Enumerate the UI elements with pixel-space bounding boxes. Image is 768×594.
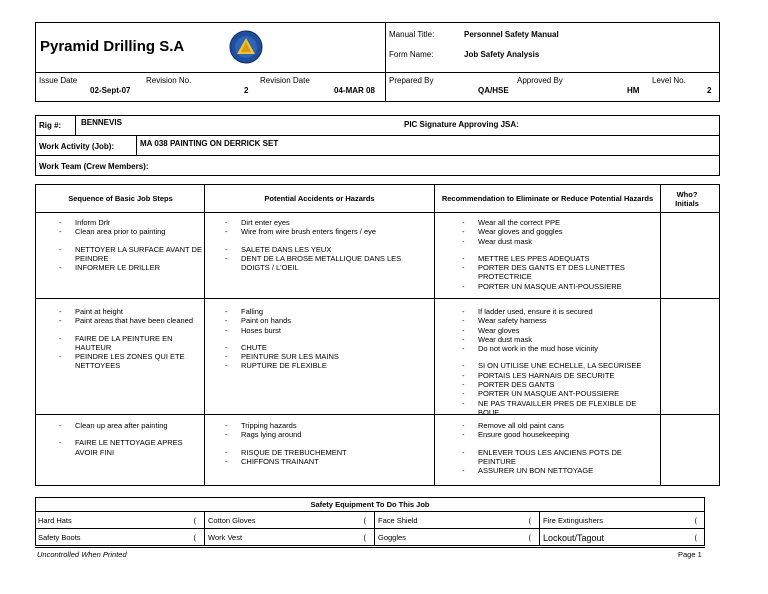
list-item: - Rags lying around [223, 430, 423, 439]
row1-hazards [223, 218, 423, 272]
recommendation-header: Recommendation to Eliminate or Reduce Potential Hazards [441, 194, 654, 203]
equipment-goggles [375, 529, 540, 546]
list-item: - Wear safety harness [460, 316, 655, 325]
revision-date-value: 04-MAR 08 [334, 86, 375, 95]
table-header-divider [35, 212, 720, 213]
list-item: - RISQUE DE TREBUCHEMENT [223, 448, 423, 457]
row-divider-1 [35, 298, 720, 299]
row1-steps [57, 218, 202, 272]
footer-rule [35, 547, 705, 548]
prepared-by-label: Prepared By [389, 76, 434, 85]
list-item: - Tripping hazards [223, 421, 423, 430]
safety-equipment-title: Safety Equipment To Do This Job [310, 500, 430, 509]
checkbox-mark[interactable]: ( [193, 533, 196, 542]
steps-header: Sequence of Basic Job Steps [68, 194, 173, 203]
equipment-work-vest [205, 529, 375, 546]
list-item: - INFORMER LE DRILLER [57, 263, 202, 272]
list-item: - Do not work in the mud hose vicinity [460, 344, 655, 353]
approved-by-label: Approved By [517, 76, 563, 85]
equipment-label: Work Vest [208, 533, 243, 542]
hazards-header: Potential Accidents or Hazards [264, 194, 375, 203]
approved-by-value: HM [627, 86, 640, 95]
list-item: - PORTER DES GANTS [460, 380, 655, 389]
manual-title-label: Manual Title: [389, 30, 435, 39]
equipment-lockout-tagout [540, 529, 705, 546]
checkbox-mark[interactable]: ( [363, 533, 366, 542]
list-item: - CHIFFONS TRAINANT [223, 457, 423, 466]
equipment-safety-boots [35, 529, 205, 546]
list-item: - PEINDRE LES ZONES QUI ETE NETTOYEES [57, 352, 197, 371]
level-no-label: Level No. [652, 76, 686, 85]
list-item: - Remove all old paint cans [460, 421, 655, 430]
work-team-label: Work Team (Crew Members): [39, 162, 149, 171]
list-item: - FAIRE DE LA PEINTURE EN HAUTEUR [57, 334, 197, 353]
col-divider-3 [660, 184, 661, 486]
list-item: - PEINTURE SUR LES MAINS [223, 352, 423, 361]
work-activity-value: MA 038 PAINTING ON DERRICK SET [140, 139, 279, 148]
checkbox-mark[interactable]: ( [694, 533, 697, 542]
rig-value: BENNEVIS [81, 118, 122, 127]
form-name-label: Form Name: [389, 50, 434, 59]
equipment-label: Safety Boots [38, 533, 81, 542]
equipment-label: Fire Extinguishers [543, 516, 604, 525]
equipment-label: Lockout/Tagout [543, 532, 605, 543]
footer-uncontrolled: Uncontrolled When Printed [37, 550, 127, 559]
list-item: - Paint at height [57, 307, 197, 316]
checkbox-mark[interactable]: ( [363, 516, 366, 525]
checkbox-mark[interactable]: ( [193, 516, 196, 525]
equipment-hard-hats [35, 512, 205, 529]
list-item: - Wear gloves [460, 326, 655, 335]
list-item: - Wear dust mask [460, 335, 655, 344]
level-no-value: 2 [707, 86, 712, 95]
job-info-divider-2 [35, 155, 720, 156]
row3-recommendations [460, 421, 655, 475]
revision-no-value: 2 [244, 86, 249, 95]
rig-label-divider [75, 115, 76, 135]
row3-steps [57, 421, 192, 457]
equipment-row-1 [35, 512, 705, 529]
list-item: - Wear gloves and goggles [460, 227, 655, 236]
list-item: - NE PAS TRAVAILLER PRES DE FLEXIBLE DE BOUE [460, 399, 655, 418]
list-item: - SI ON UTILISE UNE ECHELLE, LA SECURISEE [460, 361, 655, 370]
manual-title-value: Personnel Safety Manual [464, 30, 559, 39]
list-item: - ASSURER UN BON NETTOYAGE [460, 466, 655, 475]
list-item: - Inform Drlr [57, 218, 202, 227]
list-item: - FAIRE LE NETTOYAGE APRES AVOIR FINI [57, 438, 192, 457]
list-item: - PORTER UN MASQUE ANT-POUSSIERE [460, 389, 655, 398]
company-logo-icon [229, 30, 263, 64]
revision-no-label: Revision No. [146, 76, 192, 85]
list-item: - Wear all the correct PPE [460, 218, 655, 227]
checkbox-mark[interactable]: ( [528, 516, 531, 525]
list-item: - Falling [223, 307, 423, 316]
row1-recommendations [460, 218, 655, 291]
list-item: - METTRE LES PPES ADEQUATS [460, 254, 655, 263]
list-item: - If ladder used, ensure it is secured [460, 307, 655, 316]
issue-date-value: 02-Sept-07 [90, 86, 131, 95]
equipment-row-2 [35, 529, 705, 546]
list-item: - NETTOYER LA SURFACE AVANT DE PEINDRE [57, 245, 202, 264]
equipment-label: Goggles [378, 533, 406, 542]
equipment-label: Hard Hats [38, 516, 72, 525]
job-info-divider-1 [35, 135, 720, 136]
equipment-label: Cotton Gloves [208, 516, 256, 525]
list-item: - Ensure good housekeeping [460, 430, 655, 439]
col-divider-2 [434, 184, 435, 486]
prepared-by-value: QA/HSE [478, 86, 509, 95]
list-item: - CHUTE [223, 343, 423, 352]
list-item: - Hoses burst [223, 326, 423, 335]
list-item: - Wear dust mask [460, 237, 655, 246]
revision-date-label: Revision Date [260, 76, 310, 85]
activity-label-divider [136, 135, 137, 155]
list-item: - PORTER DES GANTS ET DES LUNETTES PROTECTRICE [460, 263, 655, 282]
row2-recommendations [460, 307, 655, 417]
equipment-label: Face Shield [378, 516, 418, 525]
header-divider [385, 22, 386, 102]
issue-date-label: Issue Date [39, 76, 78, 85]
list-item: - Paint areas that have been cleaned [57, 316, 197, 325]
header-block [35, 22, 720, 102]
list-item: - Clean area prior to painting [57, 227, 202, 236]
work-activity-label: Work Activity (Job): [39, 142, 115, 151]
checkbox-mark[interactable]: ( [528, 533, 531, 542]
list-item: - RUPTURE DE FLEXIBLE [223, 361, 423, 370]
list-item: - SALETE DANS LES YEUX [223, 245, 423, 254]
who-initials-header: Who? Initials [675, 189, 699, 208]
rig-label: Rig #: [39, 121, 62, 130]
equipment-cotton-gloves [205, 512, 375, 529]
col-divider-1 [204, 184, 205, 486]
list-item: - Clean up area after painting [57, 421, 192, 430]
footer-page-number: Page 1 [678, 550, 702, 559]
list-item: - Paint on hands [223, 316, 423, 325]
checkbox-mark[interactable]: ( [694, 516, 697, 525]
company-name: Pyramid Drilling S.A [40, 38, 185, 55]
list-item: - Dirt enter eyes [223, 218, 423, 227]
row3-hazards [223, 421, 423, 466]
equipment-face-shield [375, 512, 540, 529]
form-name-value: Job Safety Analysis [464, 50, 540, 59]
pic-signature-label: PIC Signature Approving JSA: [404, 120, 519, 129]
equipment-fire-extinguishers [540, 512, 705, 529]
list-item: - DENT DE LA BROSE METALLIQUE DANS LES DOIGTS / L'OEIL [223, 254, 423, 273]
list-item: - Wire from wire brush enters fingers / eye [223, 227, 423, 236]
row2-hazards [223, 307, 423, 371]
list-item: - PORTER UN MASQUE ANTI-POUSSIERE [460, 282, 655, 291]
row2-steps [57, 307, 197, 371]
list-item: - PORTAIS LES HARNAIS DE SECURITE [460, 371, 655, 380]
header-meta-divider [35, 72, 720, 73]
list-item: - ENLEVER TOUS LES ANCIENS POTS DE PEINTURE [460, 448, 655, 467]
